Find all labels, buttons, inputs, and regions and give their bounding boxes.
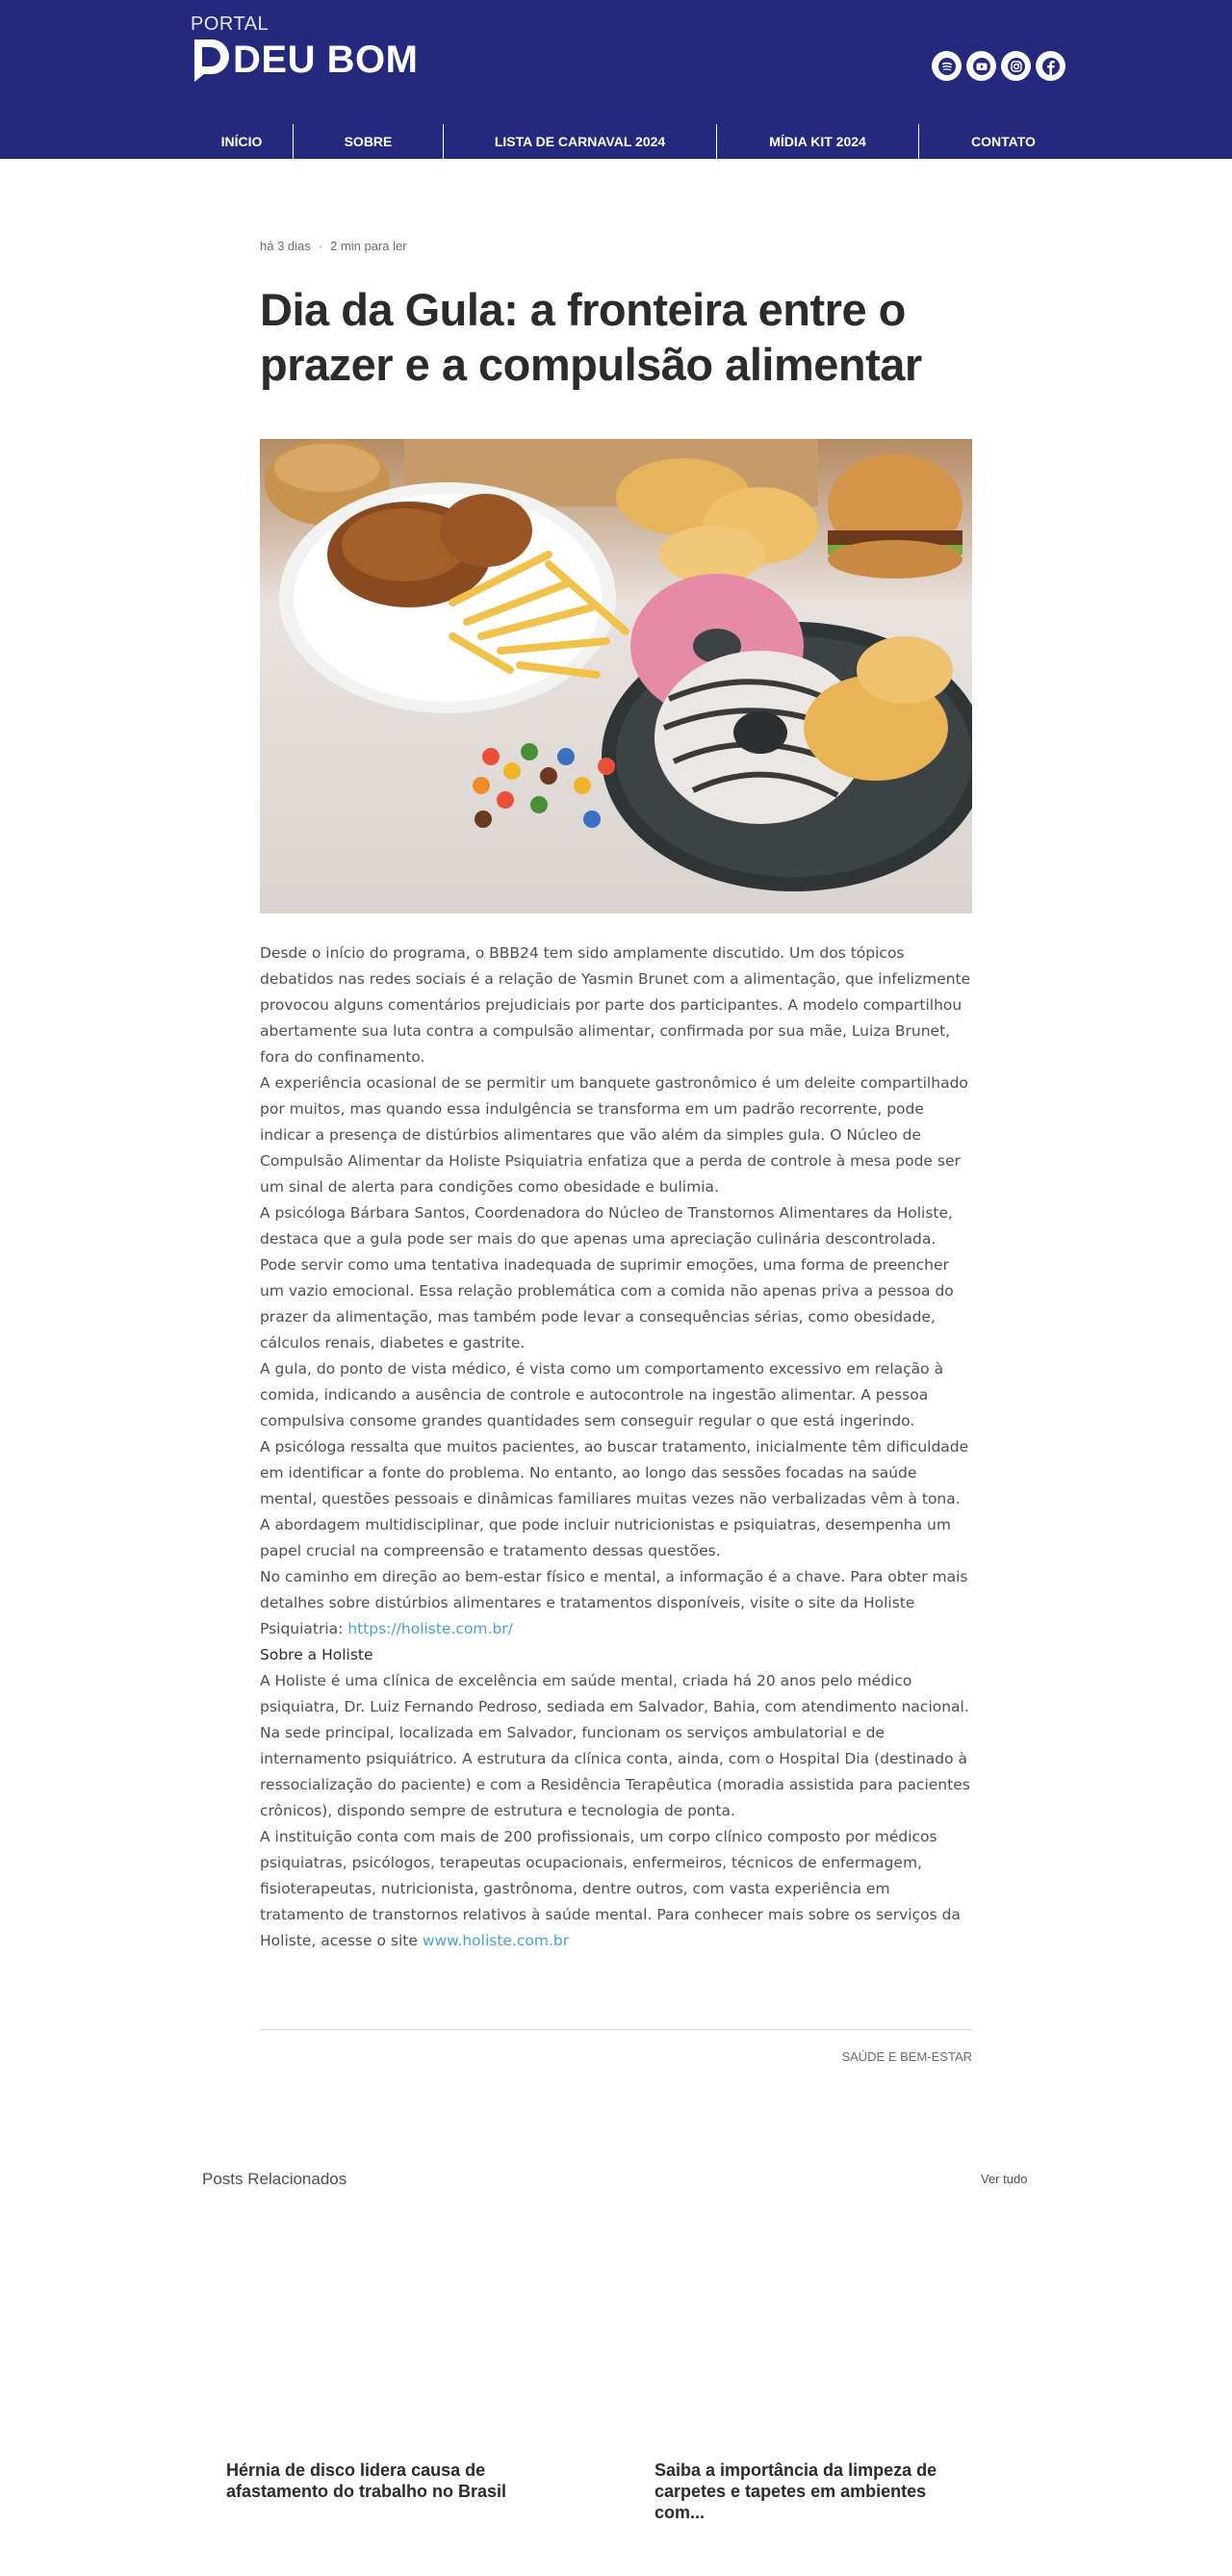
related-post-thumbnail <box>630 2204 991 2435</box>
post-read-time: 2 min para ler <box>330 239 407 253</box>
body-paragraph: A experiência ocasional de se permitir um banquete gastronômico é um deleite compartilhado por muitos, mas quando essa indulgência se transforma em um padrão recorrente, pode indicar a presença de distúrbios alimentares que vão além da simples gula. O Núcleo de Compulsão Alimentar da Holiste Psiquiatria enfatiza que a perda de controle à mesa pode ser um sinal de alerta para condições como obesidade e bulimia. <box>260 1074 968 1196</box>
body-paragraph: A Holiste é uma clínica de excelência em saúde mental, criada há 20 anos pelo médico psiquiatra, Dr. Luiz Fernando Pedroso, sediada em Salvador, Bahia, com atendimento nacional. <box>260 1672 969 1715</box>
site-logo[interactable] <box>191 13 418 82</box>
logo-main-text: DEU BOM <box>233 38 419 81</box>
related-post-thumbnail <box>202 2204 563 2435</box>
related-post-card[interactable] <box>202 2204 563 2522</box>
nav-item-inicio[interactable]: INÍCIO <box>220 134 263 149</box>
post-body <box>260 940 974 1954</box>
body-paragraph: A psicóloga Bárbara Santos, Coordenadora do Núcleo de Transtornos Alimentares da Holiste, destaca que a gula pode ser mais do que apenas uma apreciação culinária descontrolada. Pode servir como uma tentativa inadequada de suprimir emoções, uma forma de preencher um vazio emocional. Essa relação problemática com a comida não apenas priva a pessoa do prazer da alimentação, mas também pode levar a consequências sérias, como obesidade, cálculos renais, diabetes e gastrite. <box>260 1204 954 1352</box>
paragraph-text: No caminho em direção ao bem-estar físico e mental, a informação é a chave. Para obter mais detalhes sobre distúrbios alimentares e tratamentos disponíveis, visite o site da Holiste Psiquiatria: <box>260 1568 968 1637</box>
post-title: Dia da Gula: a fronteira entre o prazer e a compulsão alimentar <box>260 284 922 390</box>
spotify-icon[interactable] <box>932 51 962 81</box>
category-tag[interactable]: SAÚDE E BEM-ESTAR <box>841 2049 972 2064</box>
related-post-card[interactable] <box>630 2204 991 2522</box>
related-post-title[interactable]: Saiba a importância da limpeza de carpetes e tapetes em ambientes com... <box>654 2460 937 2522</box>
main-nav <box>191 124 1088 159</box>
instagram-icon[interactable] <box>1001 51 1031 81</box>
about-subheading: Sobre a Holiste <box>260 1646 373 1663</box>
holiste-site-link[interactable]: www.holiste.com.br <box>422 1932 570 1949</box>
logo-small-text: PORTAL <box>191 13 270 35</box>
speech-bubble-logo-icon <box>191 38 231 82</box>
social-links <box>932 51 1065 81</box>
see-all-link[interactable]: Ver tudo <box>981 2172 1028 2186</box>
youtube-icon[interactable] <box>966 51 996 81</box>
nav-item-midia-kit[interactable]: MÍDIA KIT 2024 <box>716 124 918 159</box>
related-post-title[interactable]: Hérnia de disco lidera causa de afastamento do trabalho no Brasil <box>226 2460 507 2501</box>
hero-image-junk-food <box>260 439 972 914</box>
body-paragraph: Na sede principal, localizada em Salvador, funcionam os serviços ambulatorial e de internamento psiquiátrico. A estrutura da clínica conta, ainda, com o Hospital Dia (destinado à ressocialização do paciente) e com a Residência Terapêutica (moradia assistida para pacientes crônicos), dispondo sempre de estrutura e tecnologia de ponta. <box>260 1724 970 1819</box>
related-posts-heading: Posts Relacionados <box>202 2170 347 2188</box>
post-meta <box>260 239 407 253</box>
nav-item-lista-carnaval[interactable]: LISTA DE CARNAVAL 2024 <box>443 124 716 159</box>
paragraph-text: A instituição conta com mais de 200 profissionais, um corpo clínico composto por médicos psiquiatras, psicólogos, terapeutas ocupacionais, enfermeiros, técnicos de enfermagem, fisioterapeutas, nutricionista, gastrônoma, dentre outros, com vasta experiência em tratamento de transtornos relativos à saúde mental. Para conhecer mais sobre os serviços da Holiste, acesse o site <box>260 1828 961 1949</box>
facebook-icon[interactable] <box>1036 51 1065 81</box>
body-paragraph: A psicóloga ressalta que muitos pacientes, ao buscar tratamento, inicialmente têm dificuldade em identificar a fonte do problema. No entanto, ao longo das sessões focadas na saúde mental, questões pessoais e dinâmicas familiares muitas vezes não verbalizadas vêm à tona. A abordagem multidisciplinar, que pode incluir nutricionistas e psiquiatras, desempenha um papel crucial na compreensão e tratamento dessas questões. <box>260 1438 969 1559</box>
site-header <box>0 0 1232 159</box>
body-paragraph <box>260 1564 974 1642</box>
logo-main <box>191 38 418 82</box>
body-paragraph: Desde o início do programa, o BBB24 tem sido amplamente discutido. Um dos tópicos debatidos nas redes sociais é a relação de Yasmin Brunet com a alimentação, que infelizmente provocou alguns comentários prejudiciais por parte dos participantes. A modelo compartilhou abertamente sua luta contra a compulsão alimentar, confirmada por sua mãe, Luiza Brunet, fora do confinamento. <box>260 944 971 1066</box>
post-divider <box>260 2029 972 2030</box>
body-paragraph: A gula, do ponto de vista médico, é vista como um comportamento excessivo em relação à comida, indicando a ausência de controle e autocontrole na ingestão alimentar. A pessoa compulsiva consome grandes quantidades sem conseguir regular o que está ingerindo. <box>260 1360 944 1430</box>
nav-item-contato[interactable]: CONTATO <box>918 124 1088 159</box>
meta-separator: · <box>318 239 323 253</box>
holiste-link[interactable]: https://holiste.com.br/ <box>347 1620 513 1637</box>
nav-item-sobre[interactable]: SOBRE <box>293 124 443 159</box>
post-time-ago: há 3 dias <box>260 239 311 253</box>
body-paragraph <box>260 1824 974 1954</box>
